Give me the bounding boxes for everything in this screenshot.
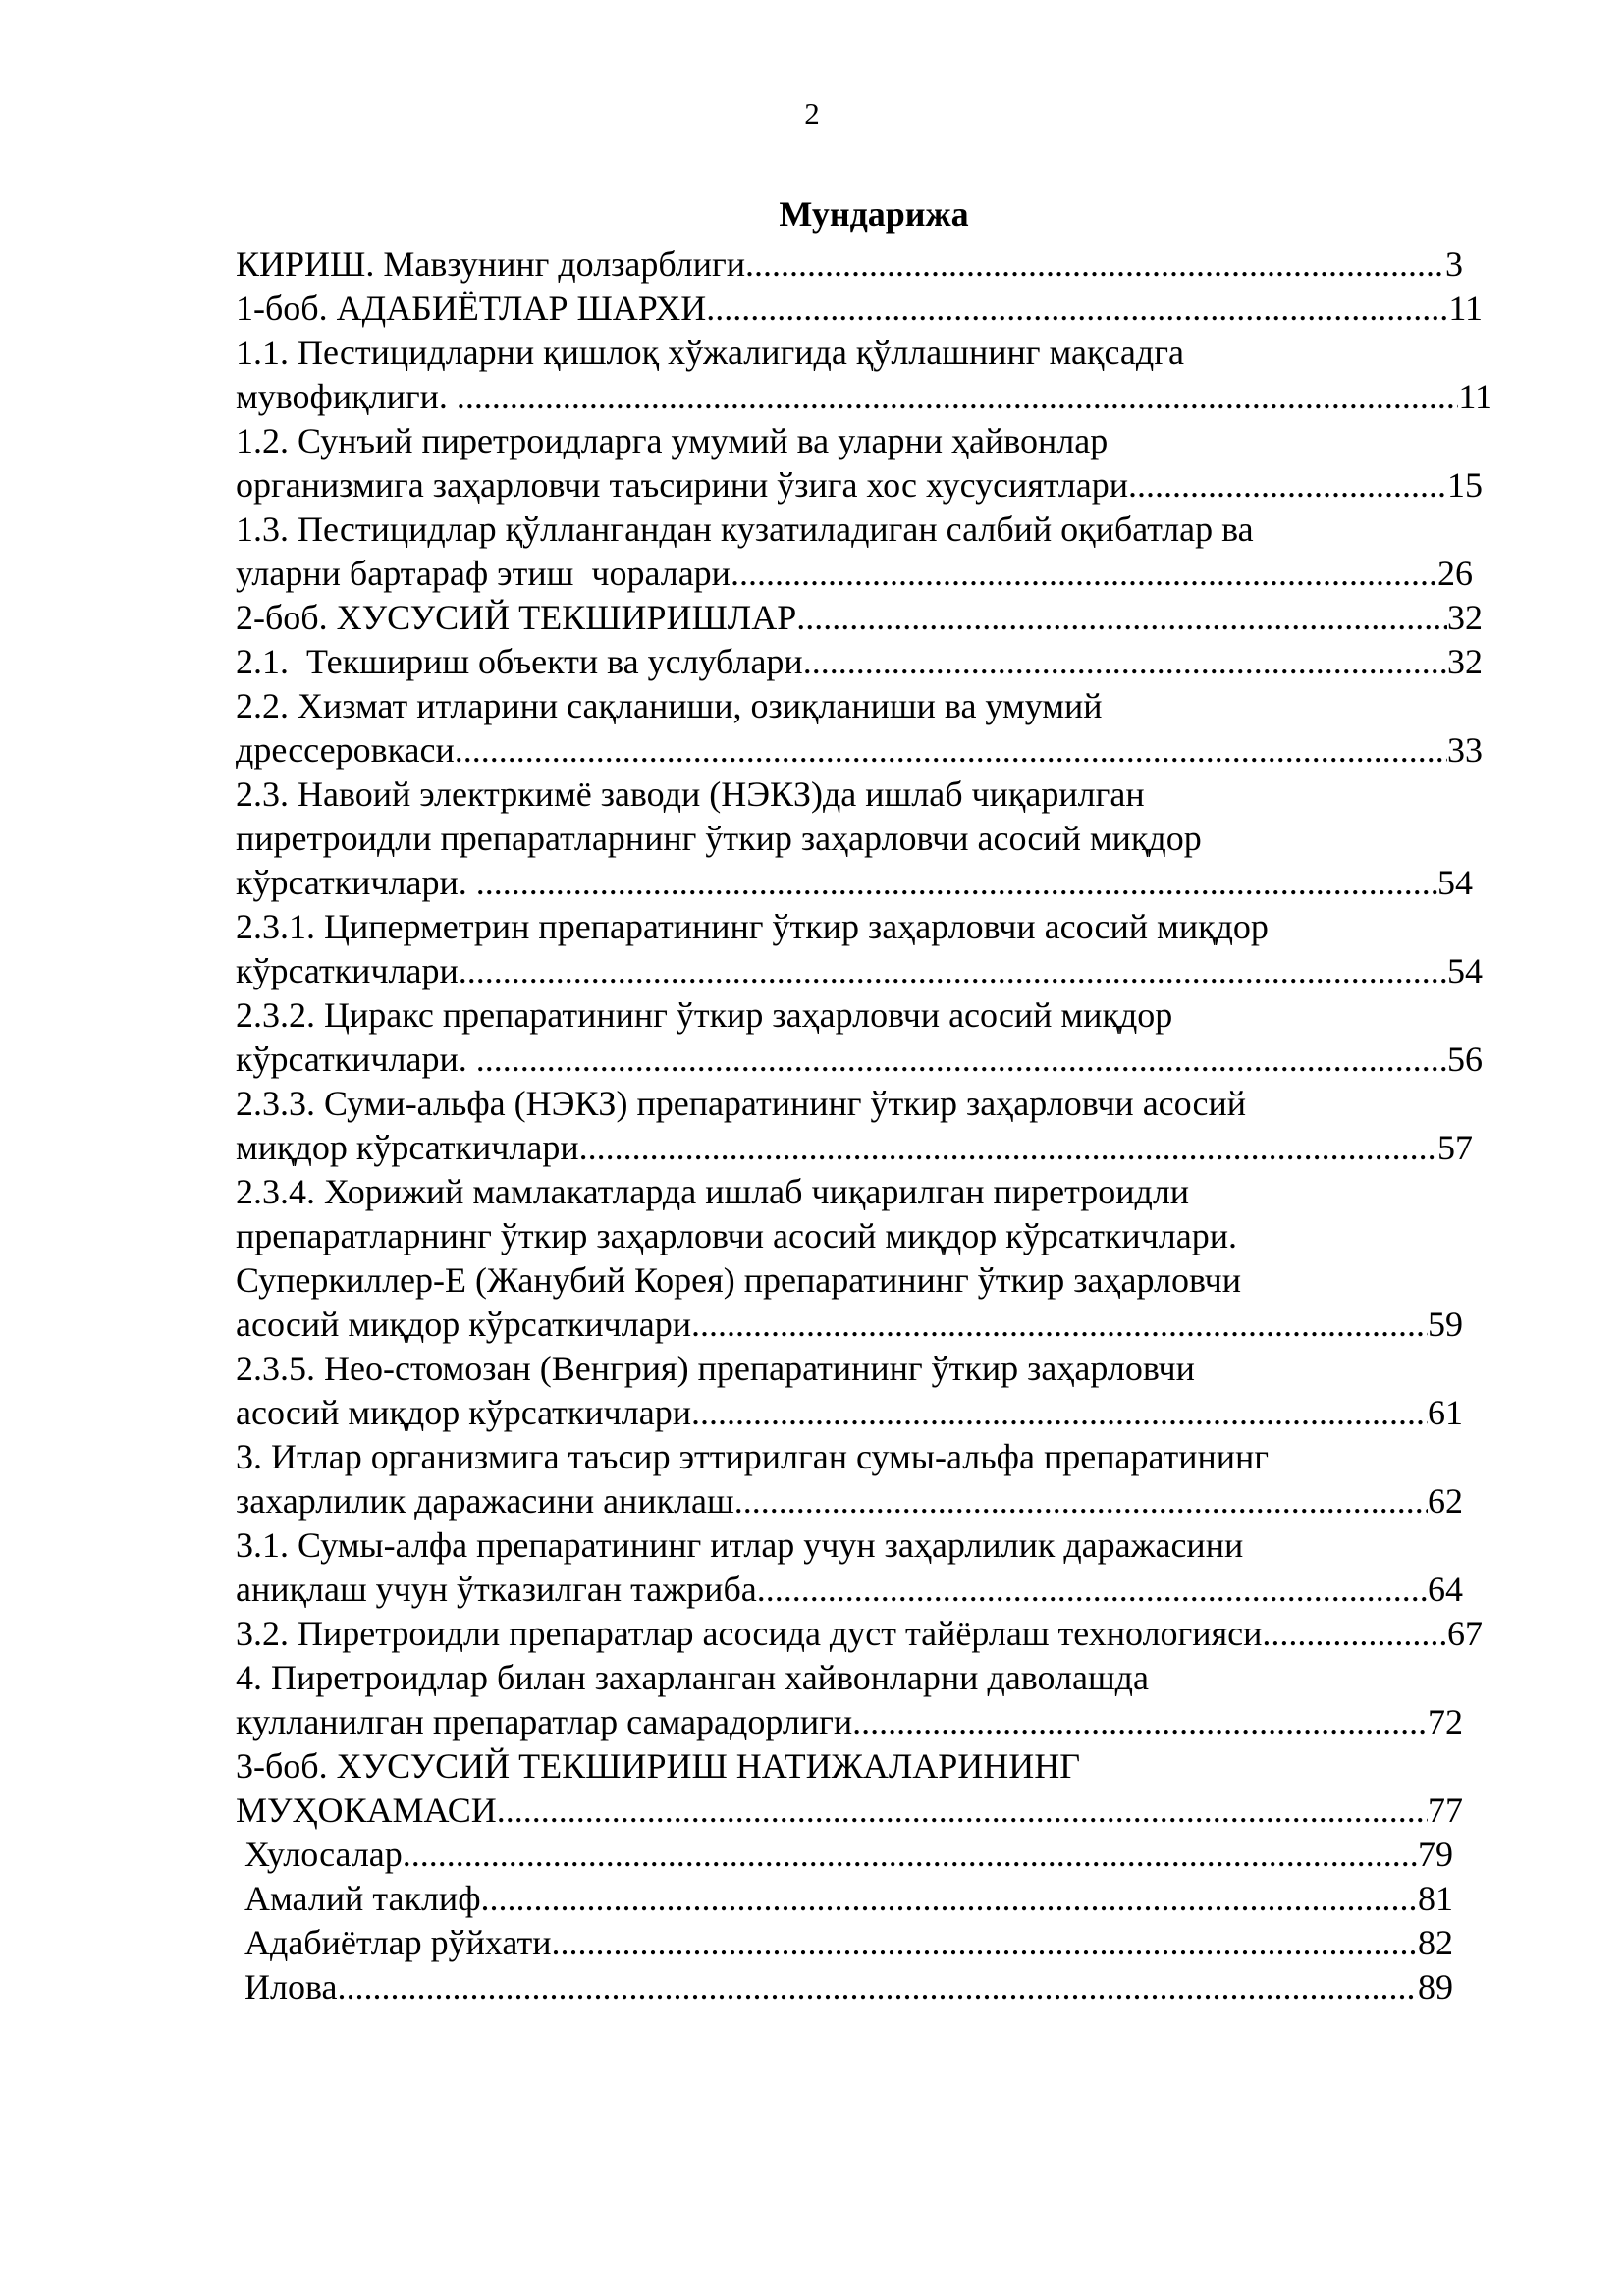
dot-leader	[796, 596, 1447, 640]
dot-leader	[455, 728, 1447, 773]
toc-page-number: 33	[1447, 730, 1483, 770]
toc-entry-last-line	[236, 640, 1492, 684]
toc-entry-text: асосий миқдор кўрсаткичлари	[236, 1393, 691, 1432]
dot-leader	[551, 1921, 1418, 1965]
toc-page-number: 54	[1447, 951, 1483, 990]
toc-entry	[236, 287, 1492, 331]
toc-entry	[236, 1833, 1492, 1877]
toc-entry-last-line	[236, 1789, 1492, 1833]
toc-entry	[236, 242, 1492, 287]
toc-entry-text: 2.3. Навоий электркимё заводи (НЭКЗ)да ишлаб чиқарилган	[236, 774, 1145, 814]
toc-entry-last-line	[236, 1568, 1492, 1612]
dot-leader	[497, 1789, 1428, 1833]
toc-entry-last-line	[236, 1700, 1492, 1744]
dot-leader	[476, 861, 1437, 905]
toc-entry-last-line	[236, 463, 1492, 507]
dot-leader	[457, 375, 1458, 419]
toc-entry	[236, 1523, 1492, 1612]
toc-entry-text: 2.1. Текшириш объекти ва услублари	[236, 642, 803, 681]
dot-leader	[1128, 463, 1447, 507]
toc-entry	[236, 1656, 1492, 1744]
toc-entry-text: Хулосалар	[236, 1835, 403, 1874]
toc-entry-last-line	[236, 1038, 1492, 1082]
toc-page-number: 57	[1437, 1128, 1473, 1167]
toc-entry	[236, 419, 1492, 507]
toc-page-number: 56	[1447, 1040, 1483, 1079]
toc-entry-last-line	[236, 1612, 1492, 1656]
toc-entry-text: Амалий таклиф	[236, 1879, 481, 1918]
toc-entry-text: МУҲОКАМАСИ	[236, 1790, 497, 1830]
toc-entry-last-line	[236, 1303, 1492, 1347]
toc-entry-text: 1.2. Сунъий пиретроидларга умумий ва уларни ҳайвонлар	[236, 421, 1109, 460]
toc-entry-text: миқдор кўрсаткичлари	[236, 1128, 579, 1167]
toc-page-number: 26	[1437, 554, 1473, 593]
toc-entry	[236, 1965, 1492, 2009]
toc-entry-text: уларни бартараф этиш чоралари	[236, 554, 731, 593]
toc-page-number: 54	[1437, 863, 1473, 902]
toc-entry-text: кулланилган препаратлар самарадорлиги	[236, 1702, 853, 1741]
dot-leader	[691, 1391, 1428, 1435]
toc-entry-text: мувофиқлиги.	[236, 377, 457, 416]
toc-page-number: 59	[1428, 1305, 1463, 1344]
dot-leader	[745, 242, 1445, 287]
toc-entry-text: захарлилик даражасини аниклаш	[236, 1481, 734, 1521]
toc-entry	[236, 1921, 1492, 1965]
toc-entry-last-line	[236, 728, 1492, 773]
dot-leader	[706, 287, 1448, 331]
toc-entry-text: Суперкиллер-Е (Жанубий Корея) препаратининг ўткир заҳарловчи	[236, 1260, 1241, 1300]
toc-page-number: 77	[1428, 1790, 1463, 1830]
toc-entry-text: кўрсаткичлари.	[236, 1040, 476, 1079]
toc-entry	[236, 1744, 1492, 1833]
toc-page-number: 61	[1428, 1393, 1463, 1432]
toc-page-number: 11	[1458, 377, 1492, 416]
dot-leader	[803, 640, 1447, 684]
toc-entry-last-line	[236, 375, 1492, 419]
toc-entry-text: 3-боб. ХУСУСИЙ ТЕКШИРИШ НАТИЖАЛАРИНИНГ	[236, 1746, 1081, 1786]
toc-entry	[236, 596, 1492, 640]
dot-leader	[403, 1833, 1418, 1877]
toc-entry-last-line	[236, 1833, 1492, 1877]
toc-entry	[236, 331, 1492, 419]
toc-entry	[236, 1435, 1492, 1523]
toc-entry-text: 3.1. Сумы-алфа препаратининг итлар учун заҳарлилик даражасини	[236, 1525, 1244, 1565]
toc-page-number: 79	[1418, 1835, 1453, 1874]
toc-entry-text: 2.3.5. Нео-стомозан (Венгрия) препаратининг ўткир заҳарловчи	[236, 1349, 1195, 1388]
dot-leader	[481, 1877, 1418, 1921]
toc-entry	[236, 1347, 1492, 1435]
toc-entry-text: 1.3. Пестицидлар қўллангандан кузатиладиган салбий оқибатлар ва	[236, 509, 1254, 549]
toc-page-number: 64	[1428, 1570, 1463, 1609]
toc-entry-text: Илова	[236, 1967, 338, 2006]
toc-entry-text: 4. Пиретроидлар билан захарланган хайвонларни даволашда	[236, 1658, 1149, 1697]
toc-entry-text: аниқлаш учун ўтказилган тажриба	[236, 1570, 757, 1609]
dot-leader	[579, 1126, 1437, 1170]
toc-entry-last-line	[236, 1965, 1492, 2009]
dot-leader	[337, 1965, 1418, 2009]
toc-page-number: 32	[1447, 598, 1483, 637]
toc-entry-text: 2-боб. ХУСУСИЙ ТЕКШИРИШЛАР	[236, 598, 797, 637]
toc-entry	[236, 507, 1492, 596]
toc-page-number: 82	[1418, 1923, 1453, 1962]
toc-entry-last-line	[236, 861, 1492, 905]
dot-leader	[852, 1700, 1428, 1744]
toc-entry-text: 2.3.3. Суми-альфа (НЭКЗ) препаратининг ўткир заҳарловчи асосий	[236, 1084, 1247, 1123]
toc-entry-text: 2.3.1. Циперметрин препаратининг ўткир заҳарловчи асосий миқдор	[236, 907, 1269, 946]
toc-page-number: 32	[1447, 642, 1483, 681]
toc-entry-text: кўрсаткичлари	[236, 951, 459, 990]
toc-page-number: 11	[1448, 289, 1483, 328]
toc-page-number: 81	[1418, 1879, 1453, 1918]
toc-entry-last-line	[236, 949, 1492, 993]
toc-entry-text: 3.2. Пиретроидли препаратлар асосида дуст тайёрлаш технологияси	[236, 1614, 1263, 1653]
dot-leader	[1262, 1612, 1447, 1656]
dot-leader	[757, 1568, 1428, 1612]
toc-entry-last-line	[236, 242, 1492, 287]
toc-entry-last-line	[236, 552, 1492, 596]
toc-entry	[236, 1170, 1492, 1347]
toc-entry-text: дрессеровкаси	[236, 730, 455, 770]
table-of-contents	[236, 242, 1492, 2009]
dot-leader	[731, 552, 1437, 596]
toc-entry-text: препаратларнинг ўткир заҳарловчи асосий миқдор кўрсаткичлари.	[236, 1216, 1238, 1255]
toc-entry	[236, 773, 1492, 905]
toc-entry-last-line	[236, 1479, 1492, 1523]
dot-leader	[476, 1038, 1447, 1082]
toc-page-number: 3	[1445, 244, 1463, 284]
toc-entry	[236, 993, 1492, 1082]
toc-entry-text: 1-боб. АДАБИЁТЛАР ШАРХИ	[236, 289, 707, 328]
toc-page-number: 89	[1418, 1967, 1453, 2006]
page-number: 2	[804, 96, 820, 131]
toc-entry-text: асосий миқдор кўрсаткичлари	[236, 1305, 691, 1344]
toc-page-number: 72	[1428, 1702, 1463, 1741]
toc-entry	[236, 905, 1492, 993]
toc-entry-text: 1.1. Пестицидларни қишлоқ хўжалигида қўллашнинг мақсадга	[236, 333, 1184, 372]
toc-entry-text: Адабиётлар рўйхати	[236, 1923, 552, 1962]
toc-entry	[236, 1612, 1492, 1656]
toc-entry	[236, 684, 1492, 773]
toc-entry-text: КИРИШ. Мавзунинг долзарблиги	[236, 244, 746, 284]
toc-page-number: 62	[1428, 1481, 1463, 1521]
dot-leader	[734, 1479, 1428, 1523]
toc-entry-last-line	[236, 1877, 1492, 1921]
toc-entry-text: 2.2. Хизмат итларини сақланиши, озиқланиши ва умумий	[236, 686, 1103, 725]
toc-page-number: 15	[1447, 465, 1483, 505]
toc-entry	[236, 640, 1492, 684]
toc-entry	[236, 1877, 1492, 1921]
dot-leader	[459, 949, 1447, 993]
toc-entry-text: организмига заҳарловчи таъсирини ўзига хос хусусиятлари	[236, 465, 1128, 505]
toc-entry-last-line	[236, 287, 1492, 331]
toc-entry-last-line	[236, 1126, 1492, 1170]
toc-page-number: 67	[1447, 1614, 1483, 1653]
toc-entry-last-line	[236, 596, 1492, 640]
toc-entry-last-line	[236, 1391, 1492, 1435]
toc-entry-text: кўрсаткичлари.	[236, 863, 476, 902]
dot-leader	[691, 1303, 1428, 1347]
toc-entry-text: пиретроидли препаратларнинг ўткир заҳарловчи асосий миқдор	[236, 819, 1202, 858]
toc-entry	[236, 1082, 1492, 1170]
toc-entry-text: 3. Итлар организмига таъсир эттирилган сумы-альфа препаратининг	[236, 1437, 1270, 1476]
toc-entry-last-line	[236, 1921, 1492, 1965]
toc-title: Мундарижа	[779, 194, 969, 234]
toc-entry-text: 2.3.4. Хорижий мамлакатларда ишлаб чиқарилган пиретроидли	[236, 1172, 1190, 1211]
toc-entry-text: 2.3.2. Циракс препаратининг ўткир заҳарловчи асосий миқдор	[236, 995, 1173, 1035]
